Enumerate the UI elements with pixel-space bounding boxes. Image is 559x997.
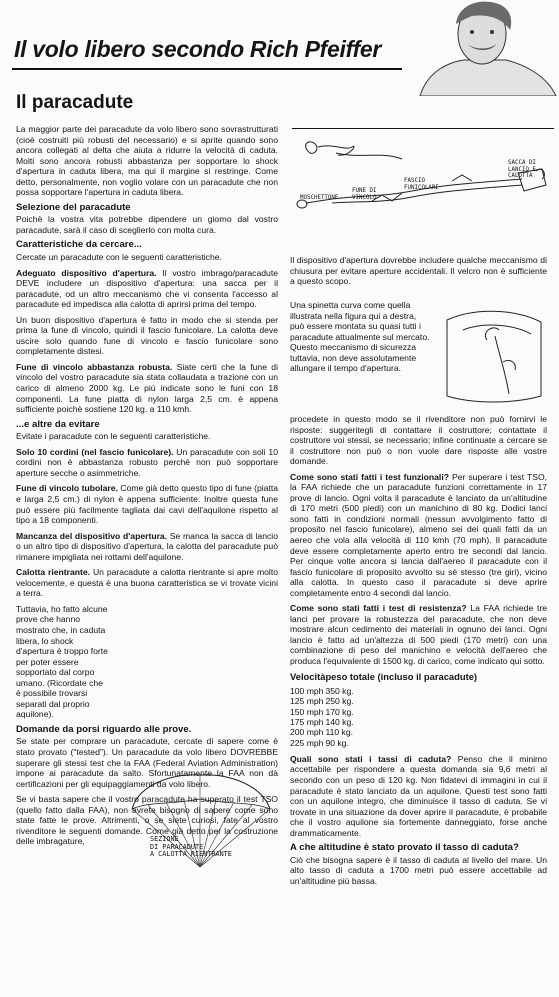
table-cell: 350 kg.	[325, 686, 354, 697]
table-cell: 175 mph	[290, 717, 324, 728]
figure-caption	[150, 836, 232, 859]
table-cell: 100 mph	[290, 686, 324, 697]
author-portrait	[410, 0, 559, 96]
table-cell: 150 mph	[290, 706, 324, 717]
features-paragraph: Cercate un paracadute con le seguenti caratteristiche.	[16, 252, 222, 263]
table-cell: 90 kg.	[325, 737, 349, 748]
descent-rates-lead: Quali sono stati i tassi di caduta?	[290, 753, 452, 764]
strength-tests-text: La FAA richiede tre lanci per provare la robustezza del paracadute, che non deve mostrare alcun cedimento dei materiali in ognuno dei lanci. Ogni lancio è fatto ad un'altezza di 500 piedi (170 metri) con una combinazione di peso del manichino e velocità dell'aereo che produca l'equivalente di 1500 kg. di carico, come indicato qui sotto.	[290, 603, 547, 667]
table-row	[290, 738, 477, 748]
heading-features: Caratteristiche da cercare...	[16, 239, 142, 251]
functional-tests-lead: Come sono stati fatti i test funzionali?	[290, 471, 449, 482]
functional-tests-paragraph	[290, 472, 547, 599]
speed-weight-table	[290, 672, 477, 748]
label-static-line: FUNE DI VINCOLO	[352, 188, 377, 201]
heading-questions: Domande da porsi riguardo alle prove.	[16, 723, 192, 735]
ten-lines-paragraph	[16, 447, 278, 479]
curved-pin-drawing	[433, 300, 551, 410]
static-line-paragraph	[16, 362, 278, 415]
label-deployment-bag: SACCA DI LANCIO E CALOTTA	[508, 160, 536, 179]
table-cell: 170 kg.	[325, 706, 354, 717]
adequate-device-paragraph-2: Un buon dispositivo d'apertura è fatto in modo che si stenda per prima la fune di vincolo, quindi il fascio funicolare. La calotta deve uscire solo quando fune di vincolo e fascio funicolare sono completamente distesi.	[16, 314, 278, 357]
table-cell: 250 kg.	[325, 696, 354, 707]
missing-device-text: Se manca la sacca di lancio o un altro tipo di dispositivo d'apertura, la calotta del paracadute può rimanere impigliata nei rottami dell'aquilone.	[16, 530, 278, 562]
ten-lines-lead: Solo 10 cordini (nel fascio funicolare).	[16, 446, 174, 457]
closure-paragraph: Il dispositivo d'apertura dovrebbe includere qualche meccanismo di chiusura per evitare aperture accidentali. Il velcro non è sufficiente a questo scopo.	[290, 255, 547, 287]
pulled-apex-paragraph	[16, 567, 278, 599]
adequate-device-text: Il vostro imbrago/paracadute DEVE includere un dispositivo d'apertura: una sacca per il paracadute, od un altro meccanismo che vi consenta l'accesso al paracadute ed impedisca alla calotta di aprirsi prima del tempo.	[16, 267, 278, 310]
header-title: Il volo libero secondo Rich Pfeiffer	[14, 36, 382, 62]
adequate-device-lead: Adeguato dispositivo d'apertura.	[16, 267, 157, 278]
table-row	[290, 686, 477, 696]
heading-avoid: ...e altre da evitare	[16, 418, 100, 430]
table-row	[290, 696, 477, 706]
table-cell: 125 mph	[290, 696, 324, 707]
column-right-top	[290, 255, 547, 292]
altitude-paragraph: Ciò che bisogna sapere è il tasso di caduta al livello del mare. Un alto tasso di caduta a 1700 metri può essere accettabile ad un'altitudine più bassa.	[290, 854, 547, 886]
pin-paragraph: Una spinetta curva come quella illustrata nella figura qui a destra, può essere montata su quasi tutti i paracadute attualmente sul mercato. Questo meccanismo di sicurezza tuttavia, non deve assolutamente allungare il tempo d'apertura.	[290, 300, 430, 374]
label-carabiner: MOSCHETTONE	[300, 195, 339, 201]
table-header-speed: Velocità	[290, 670, 326, 682]
questions-paragraph-2: Se vi basta sapere che il vostro paracadute ha superato il test TSO (quello fatto dalla FAA), non avrete bisogno di sapere come sono state fatte le prove. Altrimenti, o se siete curiosi, fate al vostro rivenditore le seguenti domande. Come già detto per la costruzione delle imbragature,	[16, 794, 278, 847]
figure-caption-line: SEZIONE	[150, 835, 179, 843]
tubular-paragraph	[16, 483, 278, 525]
label-line-bundle: FASCIO FUNICOLARE	[404, 178, 439, 191]
questions-paragraph: Se state per comprare un paracadute, cercate di sapere come è stato provato ("tested"). Un paracadute da volo libero DOVREBBE superare gli stessi test che la FAA (Federal Aviation Administration) impone ai paracadute da salto. Sfortunatamente la FAA non dà certificazioni per gli equipaggiamenti da volo libero.	[16, 736, 278, 789]
missing-device-lead: Mancanza del dispositivo d'apertura.	[16, 530, 168, 541]
section-title: Il paracadute	[16, 92, 134, 113]
procedure-paragraph: procedete in questo modo se il rivenditore non può fornirvi le risposte: suggeritegli di contattare il costruttore; contattate il costruttore voi stessi, se necessario; infine continuate a cercare se il costruttore non può o non vuole dare risposte alle vostre domande.	[290, 414, 547, 467]
tubular-text: Come già detto questo tipo di fune (piatta e larga 2,5 cm.) di nylon è appena sufficiente. Inoltre questa fune può essere più facilmente tagliata dai cavi dell'aquilone rispetto al tipo a 18 componenti.	[16, 483, 278, 526]
table-header-weight: peso totale (incluso il paracadute)	[325, 670, 478, 682]
tubular-lead: Fune di vincolo tubolare.	[16, 483, 118, 494]
table-row	[290, 707, 477, 717]
pulled-apex-lead: Calotta rientrante.	[16, 567, 91, 578]
strength-tests-lead: Come sono stati fatti i test di resistenza?	[290, 603, 467, 614]
header-rule	[12, 68, 402, 70]
intro-paragraph: La maggior parte dei paracadute da volo libero sono sovrastrutturati (cioè costruiti più robusti del necessario) e si aprite quando sono ancora collegati al delta che aiuta a ridurre la velocità di caduta. Molti sono ancora robusti abbastanza per sopportare lo shock d'apertura in caduta libera, ma qui il margine si restringe. Come detto, personalmente, non voglio volare con un paracadute che non possa sopportare l'apertura in caduta libera.	[16, 124, 278, 198]
descent-rates-paragraph	[290, 754, 547, 838]
avoid-paragraph: Evitate i paracadute con le seguenti caratteristiche.	[16, 431, 211, 442]
heading-selection: Selezione del paracadute	[16, 201, 131, 213]
table-cell: 110 kg.	[325, 727, 353, 738]
adequate-device-paragraph	[16, 268, 278, 310]
figure-caption-line: DI PARACADUTE	[150, 842, 204, 851]
column-left	[16, 124, 278, 852]
figure-caption-line: A CALOTTA RIENTRANTE	[150, 850, 232, 858]
pin-paragraph-box	[290, 300, 430, 374]
selection-paragraph: Poichè la vostra vita potrebbe dipendere un giorno dal vostro paracadute, sarà il caso di sceglierlo con molta cura.	[16, 214, 278, 235]
pulled-apex-paragraph-2: Tuttavia, ho fatto alcune prove che hanno mostrato che, in caduta libera, lo shock d'apertura è troppo forte per poter essere sopportato dal corpo umano. (Ricordate che è possibile trovarsi separati dal proprio aquilone).	[16, 603, 108, 720]
heading-altitude: A che altitudine è stato provato il tasso di caduta?	[290, 842, 519, 854]
missing-device-paragraph	[16, 531, 278, 563]
table-cell: 140 kg.	[325, 717, 354, 728]
table-row	[290, 717, 477, 727]
column-right	[290, 414, 547, 891]
table-cell: 200 mph	[290, 727, 324, 738]
table-cell: 225 mph	[290, 737, 324, 748]
static-line-text: Siate certi che la fune di vincolo del vostro paracadute sia stata collaudata a trazione con un carico di almeno 2000 kg. Le più indicate sono le funi con 18 componenti. La fune piatta di nylon larga 2,5 cm. è appena sufficiente poichè sostiene 120 kg. a 110 kmh.	[16, 361, 278, 415]
table-row	[290, 727, 477, 737]
functional-tests-text: Per superare i test TSO, la FAA richiede che un paracadute funzioni correttamente in 17 prove di lancio. Ogni volta il paracadute è lanciato da un'altitudine di 170 metri (500 piedi) con un manichino di 80 kg. Dodici lanci sono fatti in condizioni normali (nessun avvolgimento fatto di proposito nel fascio funicolare), almeno sei dei quali fatti da un aereo che vola alla velocità di 110 kmh (70 mph). Il paracadute deve essere completamente aperto entro tre secondi dal lancio. Per cinque volte ancora si lancia dall'aereo il paracadute con il fascio funicolare di proposito avvolto su sè stesso (tre giri), vicino alla calotta. In questo caso il paracadute si deve aprire completamente entro 4 secondi dal lancio.	[290, 471, 548, 598]
ten-lines-text: Un paracadute con soli 10 cordini non è abbastanza robusto perchè non può sopportare aperture secche o asimmetriche.	[16, 446, 278, 478]
static-line-lead: Fune di vincolo abbastanza robusta.	[16, 361, 173, 372]
descent-rates-text: Penso che il minimo accettabile per rispondere a questa domanda sia 9,6 metri al secondo con un peso di 120 kg. Non fidatevi di immagini in cui il paracadute è stato lanciato da un aquilone. Questi test sono fatti con un aquilone integro, che diminuisce il tasso di caduta. Se vi trovate in una situazione da dover aprire il paracadute, è probabile che il vostro aquilone sia fortemente danneggiato, forse anche drammaticamente.	[290, 753, 547, 838]
strength-tests-paragraph	[290, 603, 547, 666]
pulled-apex-text: Un paracadute a calotta rientrante si apre molto velocemente, e questa è una buona caratteristica se vi trovate vicini a terra.	[16, 567, 278, 599]
